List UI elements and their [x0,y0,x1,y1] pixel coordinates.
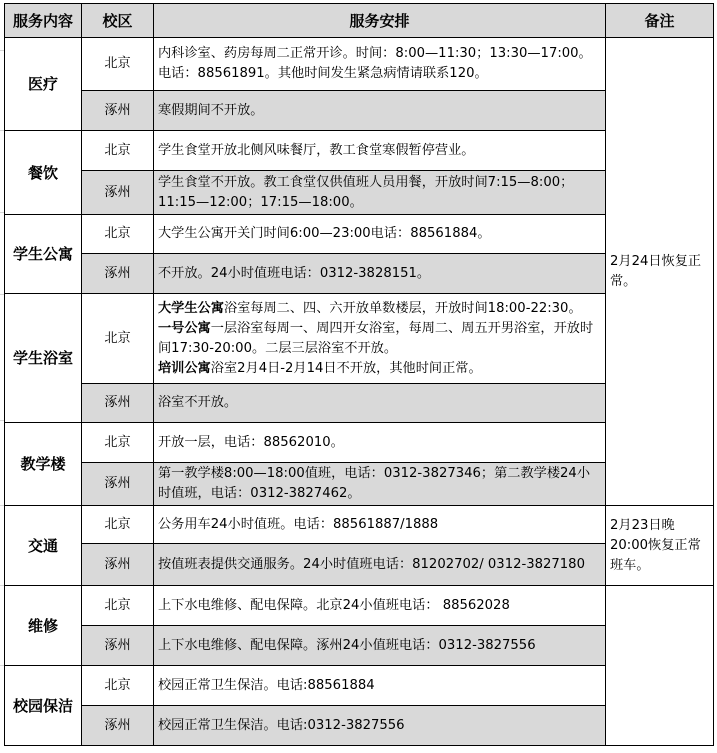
campus-cell: 涿州 [82,706,154,746]
category-dormitory: 学生公寓 [5,215,82,294]
campus-cell: 北京 [82,294,154,384]
arrangement-cell: 上下水电维修、配电保障。北京24小值班电话： 88562028 [154,586,606,626]
campus-cell: 北京 [82,586,154,626]
arrangement-cell: 寒假期间不开放。 [154,91,606,131]
campus-cell: 涿州 [82,626,154,666]
arrangement-text: 浴室每周二、四、六开放单数楼层，开放时间18:00-22:30。 [223,300,589,316]
arrangement-cell: 学生食堂不开放。教工食堂仅供值班人员用餐，开放时间7:15—8:00；11:15—12:00；17:15—18:00。 [154,171,606,215]
arrangement-cell: 校园正常卫生保洁。电话:0312-3827556 [154,706,606,746]
campus-cell: 涿州 [82,463,154,506]
table-row [5,586,714,626]
campus-cell: 北京 [82,666,154,706]
table-row [5,506,714,544]
category-bathroom: 学生浴室 [5,294,82,423]
arrangement-cell: 校园正常卫生保洁。电话:88561884 [154,666,606,706]
arrangement-cell: 开放一层，电话：88562010。 [154,423,606,463]
remark-empty [606,586,714,746]
header-remarks: 备注 [606,4,714,38]
category-cleaning: 校园保洁 [5,666,82,746]
arrangement-cell: 按值班表提供交通服务。24小时值班电话：81202702/ 0312-3827180 [154,544,606,586]
category-medical: 医疗 [5,38,82,131]
arrangement-cell: 内科诊室、药房每周二正常开诊。时间：8:00—11:30；13:30—17:00。电话：88561891。其他时间发生紧急病情请联系120。 [154,38,606,91]
arrangement-cell: 上下水电维修、配电保障。涿州24小值班电话：0312-3827556 [154,626,606,666]
arrangement-cell: 不开放。24小时值班电话：0312-3828151。 [154,254,606,294]
highlight-training-dorm: 培训公寓 [158,360,211,376]
category-transport: 交通 [5,506,82,586]
campus-cell: 北京 [82,215,154,254]
service-schedule-table [4,3,714,746]
arrangement-cell: 大学生公寓开关门时间6:00—23:00电话：88561884。 [154,215,606,254]
arrangement-cell: 第一教学楼8:00—18:00值班，电话：0312-3827346；第二教学楼24小时值班，电话：0312-3827462。 [154,463,606,506]
campus-cell: 涿州 [82,254,154,294]
header-row [5,4,714,38]
arrangement-cell: 学生食堂开放北侧风味餐厅，教工食堂寒假暂停营业。 [154,131,606,171]
campus-cell: 涿州 [82,171,154,215]
campus-cell: 北京 [82,506,154,544]
category-maintenance: 维修 [5,586,82,666]
highlight-dorm: 大学生公寓 [158,300,224,316]
campus-cell: 涿州 [82,384,154,423]
category-teaching-building: 教学楼 [5,423,82,506]
campus-cell: 涿州 [82,544,154,586]
arrangement-text: 浴室2月4日-2月14日不开放，其他时间正常。 [210,360,482,376]
arrangement-text: 一层浴室每周一、周四开女浴室，每周二、周五开男浴室，开放时间17:30-20:00。二层三层浴室不开放。 [158,320,594,356]
category-dining: 餐饮 [5,131,82,215]
header-campus: 校区 [82,4,154,38]
campus-cell: 北京 [82,38,154,91]
highlight-dorm-one: 一号公寓 [158,320,211,336]
table-row [5,38,714,91]
arrangement-cell: 浴室不开放。 [154,384,606,423]
remark-shuttle-resume: 2月23日晚20:00恢复正常班车。 [606,506,714,586]
arrangement-cell: 公务用车24小时值班。电话：88561887/1888 [154,506,606,544]
remark-resume-normal: 2月24日恢复正常。 [606,38,714,506]
campus-cell: 北京 [82,131,154,171]
arrangement-cell [154,294,606,384]
campus-cell: 涿州 [82,91,154,131]
header-service: 服务内容 [5,4,82,38]
header-arrangement: 服务安排 [154,4,606,38]
campus-cell: 北京 [82,423,154,463]
